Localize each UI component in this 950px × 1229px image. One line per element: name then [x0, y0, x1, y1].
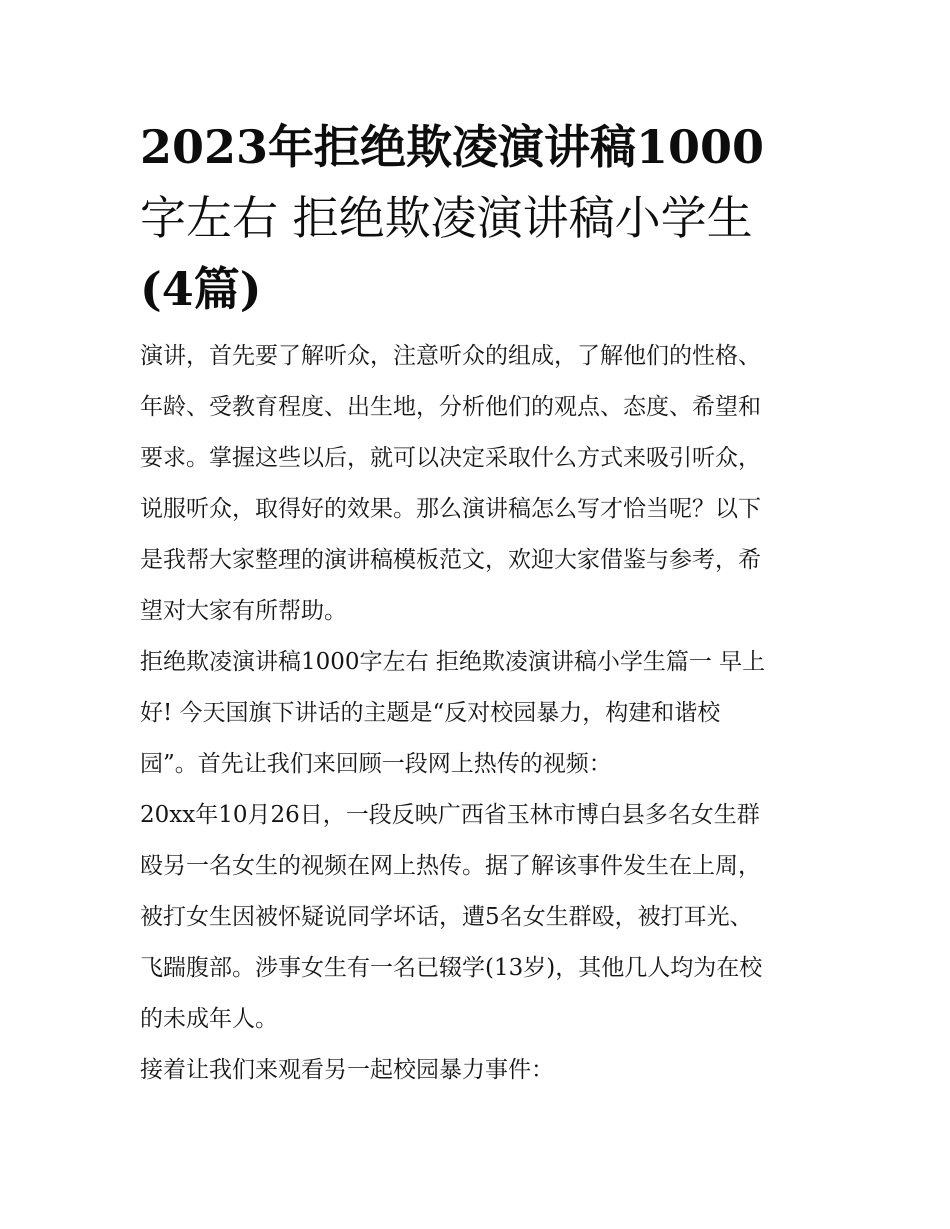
document-content — [140, 118, 812, 1096]
body-line: 年龄、受教育程度、出生地，分析他们的观点、态度、希望和 — [140, 394, 761, 420]
body-line: 殴另一名女生的视频在网上热传。据了解该事件发生在上周， — [140, 853, 761, 879]
body-line: 园”。首先让我们来回顾一段网上热传的视频： — [140, 751, 612, 777]
title-line-3: (4篇) — [140, 262, 262, 316]
body-line: 飞踹腹部。涉事女生有一名已辍学(13岁)，其他几人均为在校 — [140, 955, 763, 981]
body-line: 被打女生因被怀疑说同学坏话，遭5名女生群殴，被打耳光、 — [140, 904, 753, 930]
title-line-2: 字左右 拒绝欺凌演讲稿小学生 — [140, 191, 753, 245]
body-line: 接着让我们来观看另一起校园暴力事件： — [140, 1057, 554, 1083]
body-line: 要求。掌握这些以后，就可以决定采取什么方式来吸引听众， — [140, 445, 761, 471]
document-body — [140, 331, 812, 1096]
body-line: 望对大家有所帮助。 — [140, 598, 347, 624]
body-line: 好! 今天国旗下讲话的主题是“反对校园暴力，构建和谐校 — [140, 700, 721, 726]
body-line: 20xx年10月26日，一段反映广西省玉林市博白县多名女生群 — [140, 802, 760, 828]
body-line: 拒绝欺凌演讲稿1000字左右 拒绝欺凌演讲稿小学生篇一 早上 — [140, 649, 766, 675]
title-line-1: 2023年拒绝欺凌演讲稿1000 — [140, 120, 765, 174]
document-title — [140, 118, 812, 318]
body-line: 的未成年人。 — [140, 1006, 278, 1032]
body-line: 演讲，首先要了解听众，注意听众的组成，了解他们的性格、 — [140, 343, 761, 369]
body-line: 说服听众，取得好的效果。那么演讲稿怎么写才恰当呢？以下 — [140, 496, 761, 522]
body-line: 是我帮大家整理的演讲稿模板范文，欢迎大家借鉴与参考，希 — [140, 547, 761, 573]
